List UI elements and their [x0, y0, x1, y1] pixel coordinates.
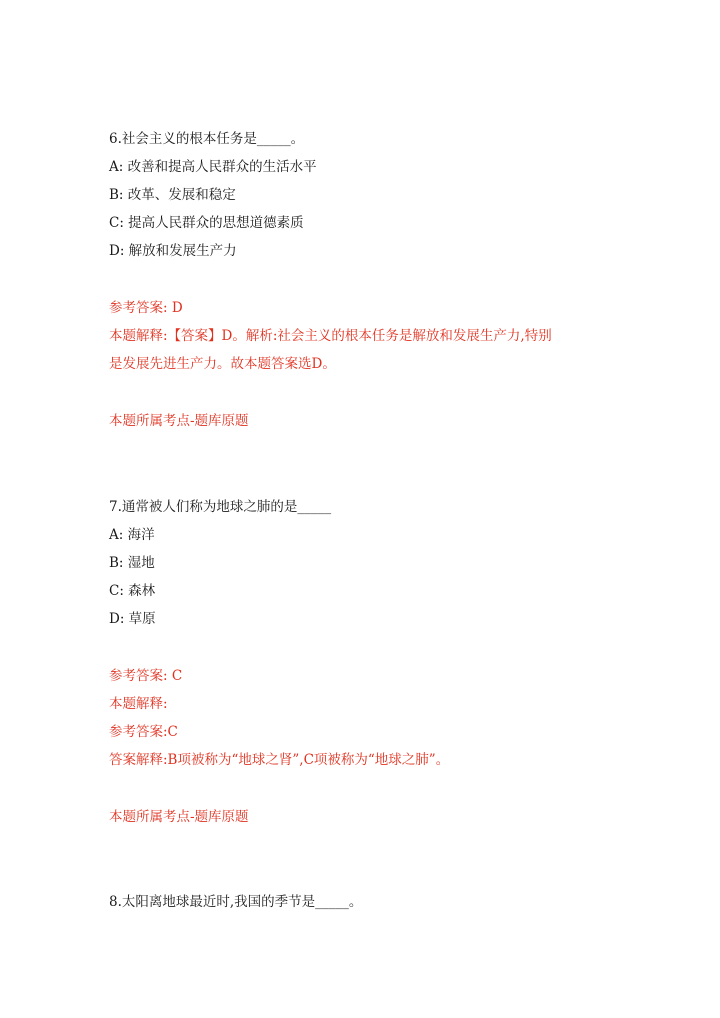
question-6-topic: 本题所属考点-题库原题 [109, 413, 249, 429]
question-6-option-a: A: 改善和提高人民群众的生活水平 [109, 159, 317, 175]
question-7-option-b: B: 湿地 [109, 555, 155, 571]
question-7-topic: 本题所属考点-题库原题 [109, 809, 249, 825]
question-7-option-a: A: 海洋 [109, 527, 155, 543]
question-8-text: 8.太阳离地球最近时,我国的季节是_____。 [109, 894, 363, 910]
question-6-explanation-line1: 本题解释:【答案】D。解析:社会主义的根本任务是解放和发展生产力,特别 [109, 328, 552, 344]
question-7-option-c: C: 森林 [109, 583, 156, 599]
question-6-option-d: D: 解放和发展生产力 [109, 243, 237, 259]
question-6-option-c: C: 提高人民群众的思想道德素质 [109, 215, 304, 231]
question-7-option-d: D: 草原 [109, 611, 156, 627]
question-7-answer-repeat: 参考答案:C [109, 724, 178, 740]
question-6-text: 6.社会主义的根本任务是_____。 [109, 131, 305, 147]
question-7-answer: 参考答案: C [109, 668, 183, 684]
question-6-option-b: B: 改革、发展和稳定 [109, 187, 236, 203]
question-7-answer-explanation: 答案解释:B项被称为“地球之肾”,C项被称为“地球之肺”。 [109, 752, 450, 768]
question-6-explanation-line2: 是发展先进生产力。故本题答案选D。 [109, 356, 336, 372]
question-7-text: 7.通常被人们称为地球之肺的是_____ [109, 499, 332, 515]
question-6-answer: 参考答案: D [109, 300, 183, 316]
question-7-explanation-label: 本题解释: [109, 696, 168, 712]
